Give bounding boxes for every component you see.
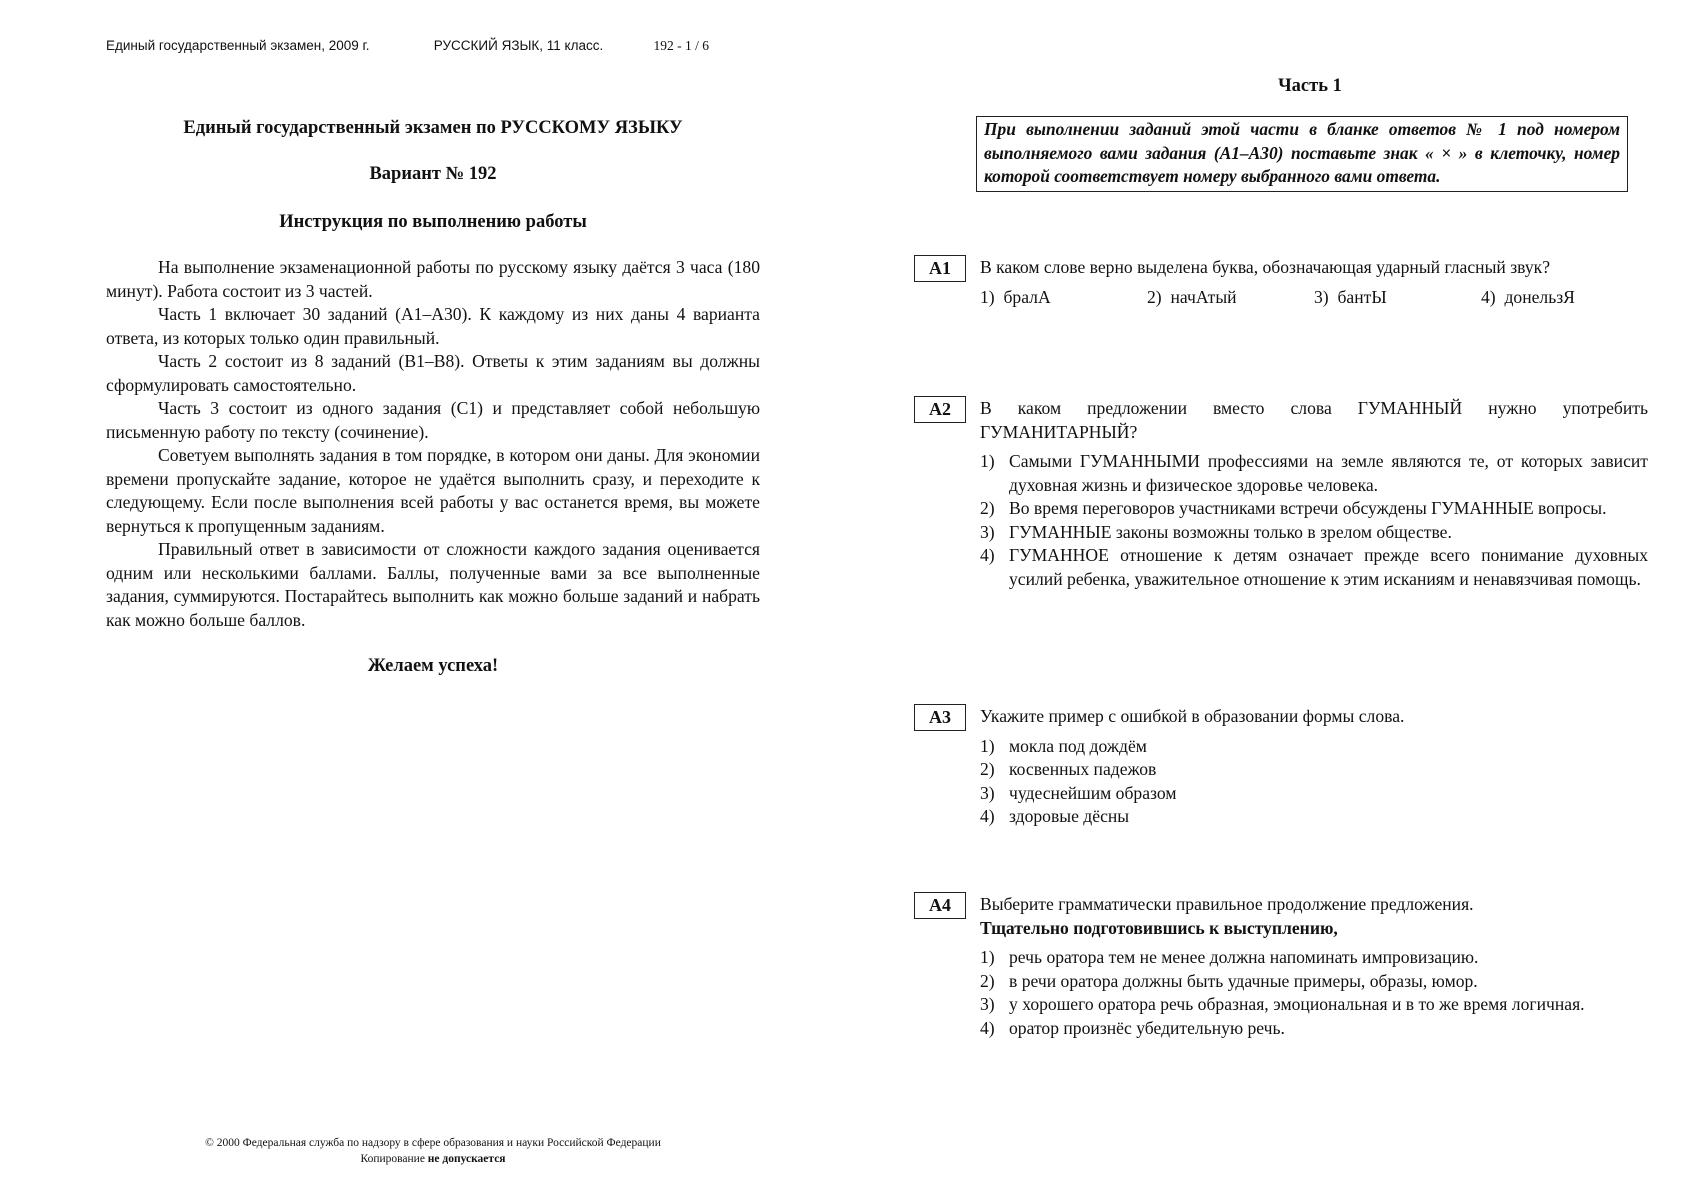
instruction-paragraph: Часть 1 включает 30 заданий (А1–А30). К каждому из них даны 4 варианта ответа, из которых только один правильный. <box>106 304 760 348</box>
question-a3 <box>914 704 1648 845</box>
page-header <box>106 38 709 54</box>
option-number: 2) <box>980 498 995 518</box>
answer-option[interactable] <box>980 946 1648 970</box>
question-number: А3 <box>914 704 966 731</box>
answer-option[interactable] <box>980 782 1648 806</box>
option-text: оратор произнёс убедительную речь. <box>1009 1017 1285 1038</box>
answer-option[interactable] <box>980 1017 1648 1041</box>
option-text: здоровые дёсны <box>1009 806 1130 826</box>
option-number: 2) <box>1147 286 1162 307</box>
answer-option[interactable] <box>980 450 1648 497</box>
option-number: 3) <box>1314 286 1329 307</box>
question-number: А1 <box>914 255 966 282</box>
option-number: 1) <box>980 451 995 471</box>
instruction-paragraph: Часть 3 состоит из одного задания (С1) и представляет собой небольшую письменную работу по тексту (сочинение). <box>106 398 760 442</box>
copyright-footer <box>106 1135 760 1167</box>
question-a2 <box>914 396 1648 607</box>
copyright-line: © 2000 Федеральная служба по надзору в сфере образования и науки Российской Федерации <box>205 1137 661 1149</box>
question-prompt: Выберите грамматически правильное продолжение предложения. <box>980 894 1474 914</box>
copy-notice-bold: не допускается <box>427 1153 506 1165</box>
left-column <box>106 116 760 677</box>
answer-option[interactable] <box>1314 286 1481 310</box>
option-text: ГУМАННЫЕ законы возможны только в зрелом обществе. <box>1009 521 1452 542</box>
part-instruction-box: При выполнении заданий этой части в бланке ответов № 1 под номером выполняемого вами задания (А1–А30) поставьте знак « × » в клеточку, номер которой соответствует номеру выбранного вами ответа. <box>976 116 1628 192</box>
answer-options <box>980 450 1648 591</box>
instruction-paragraph: На выполнение экзаменационной работы по русскому языку даётся 3 часа (180 минут). Работа состоит из 3 частей. <box>106 257 760 301</box>
option-text: мокла под дождём <box>1009 735 1147 756</box>
option-text: бантЫ <box>1337 286 1387 307</box>
answer-option[interactable] <box>980 805 1648 829</box>
option-text: в речи оратора должны быть удачные примеры, образы, юмор. <box>1009 970 1478 991</box>
instruction-paragraph: Часть 2 состоит из 8 заданий (В1–В8). Ответы к этим заданиям вы должны сформулировать самостоятельно. <box>106 351 760 395</box>
option-number: 4) <box>980 545 995 565</box>
question-text: Укажите пример с ошибкой в образовании формы слова. <box>980 706 1405 726</box>
option-text: речь оратора тем не менее должна напоминать импровизацию. <box>1009 947 1479 967</box>
answer-option[interactable] <box>980 993 1648 1017</box>
option-number: 2) <box>980 759 995 779</box>
option-number: 3) <box>980 994 995 1014</box>
answer-option[interactable] <box>980 497 1648 521</box>
option-number: 2) <box>980 970 995 991</box>
question-text: В каком слове верно выделена буква, обозначающая ударный гласный звук? <box>980 257 1551 277</box>
header-exam: Единый государственный экзамен, 2009 г. <box>106 38 370 53</box>
option-number: 4) <box>980 1017 995 1038</box>
question-text: В каком предложении вместо слова ГУМАННЫЙ нужно употребить ГУМАНИТАРНЫЙ? <box>980 398 1648 442</box>
option-text: косвенных падежов <box>1009 759 1157 779</box>
question-number: А4 <box>914 892 966 919</box>
option-number: 3) <box>980 782 995 803</box>
variant-title: Вариант № 192 <box>369 164 497 184</box>
answer-options <box>980 735 1648 829</box>
copy-notice <box>106 1151 760 1167</box>
option-text: у хорошего оратора речь образная, эмоциональная и в то же время логичная. <box>1009 994 1585 1014</box>
option-number: 4) <box>1481 286 1496 307</box>
question-a4 <box>914 892 1648 1056</box>
instructions-title: Инструкция по выполнению работы <box>279 212 587 232</box>
copy-notice-prefix: Копирование <box>360 1153 428 1165</box>
question-text <box>980 892 1648 940</box>
answer-options <box>980 946 1648 1040</box>
option-number: 1) <box>980 735 995 756</box>
option-text: Самыми ГУМАННЫМИ профессиями на земле являются те, от которых зависит духовная жизнь и физическое здоровье человека. <box>1009 451 1648 495</box>
option-text: донельзЯ <box>1504 286 1575 307</box>
header-subject: РУССКИЙ ЯЗЫК, 11 класс. <box>433 38 604 53</box>
option-number: 3) <box>980 521 995 542</box>
answer-option[interactable] <box>980 544 1648 591</box>
question-a1 <box>914 255 1648 309</box>
instruction-paragraph: Правильный ответ в зависимости от сложности каждого задания оценивается одним или несколькими баллами. Баллы, полученные вами за все выполненные задания, суммируются. Постарайтесь выполнить как можно больше заданий и набрать как можно больше баллов. <box>106 539 760 630</box>
answer-option[interactable] <box>980 970 1648 994</box>
option-text: ГУМАННОЕ отношение к детям означает прежде всего понимание духовных усилий ребенка, уважительное отношение к этим исканиям и ненавязчивая помощь. <box>1009 545 1648 589</box>
option-text: Во время переговоров участниками встречи обсуждены ГУМАННЫЕ вопросы. <box>1009 498 1607 518</box>
question-sentence-start: Тщательно подготовившись к выступлению, <box>980 917 1338 938</box>
answer-option[interactable] <box>980 286 1147 310</box>
good-luck-text: Желаем успеха! <box>367 656 499 676</box>
answer-option[interactable] <box>980 758 1648 782</box>
option-text: чудеснейшим образом <box>1009 782 1177 803</box>
part-title: Часть 1 <box>1278 76 1342 96</box>
answer-options <box>980 286 1648 310</box>
option-text: начАтый <box>1170 286 1237 307</box>
option-number: 4) <box>980 806 995 826</box>
option-number: 1) <box>980 947 995 967</box>
question-number: А2 <box>914 396 966 423</box>
exam-title: Единый государственный экзамен по РУССКОМУ ЯЗЫКУ <box>183 118 683 138</box>
answer-option[interactable] <box>980 735 1648 759</box>
option-text: бралА <box>1003 286 1051 307</box>
answer-option[interactable] <box>1481 286 1648 310</box>
answer-option[interactable] <box>980 521 1648 545</box>
header-page-number: 192 - 1 / 6 <box>653 38 710 53</box>
answer-option[interactable] <box>1147 286 1314 310</box>
option-number: 1) <box>980 286 995 307</box>
instruction-paragraph: Советуем выполнять задания в том порядке, в котором они даны. Для экономии времени пропускайте задание, которое не удаётся выполнить сразу, и переходите к следующему. Если после выполнения всей работы у вас останется время, вы можете вернуться к пропущенным заданиям. <box>106 445 760 536</box>
